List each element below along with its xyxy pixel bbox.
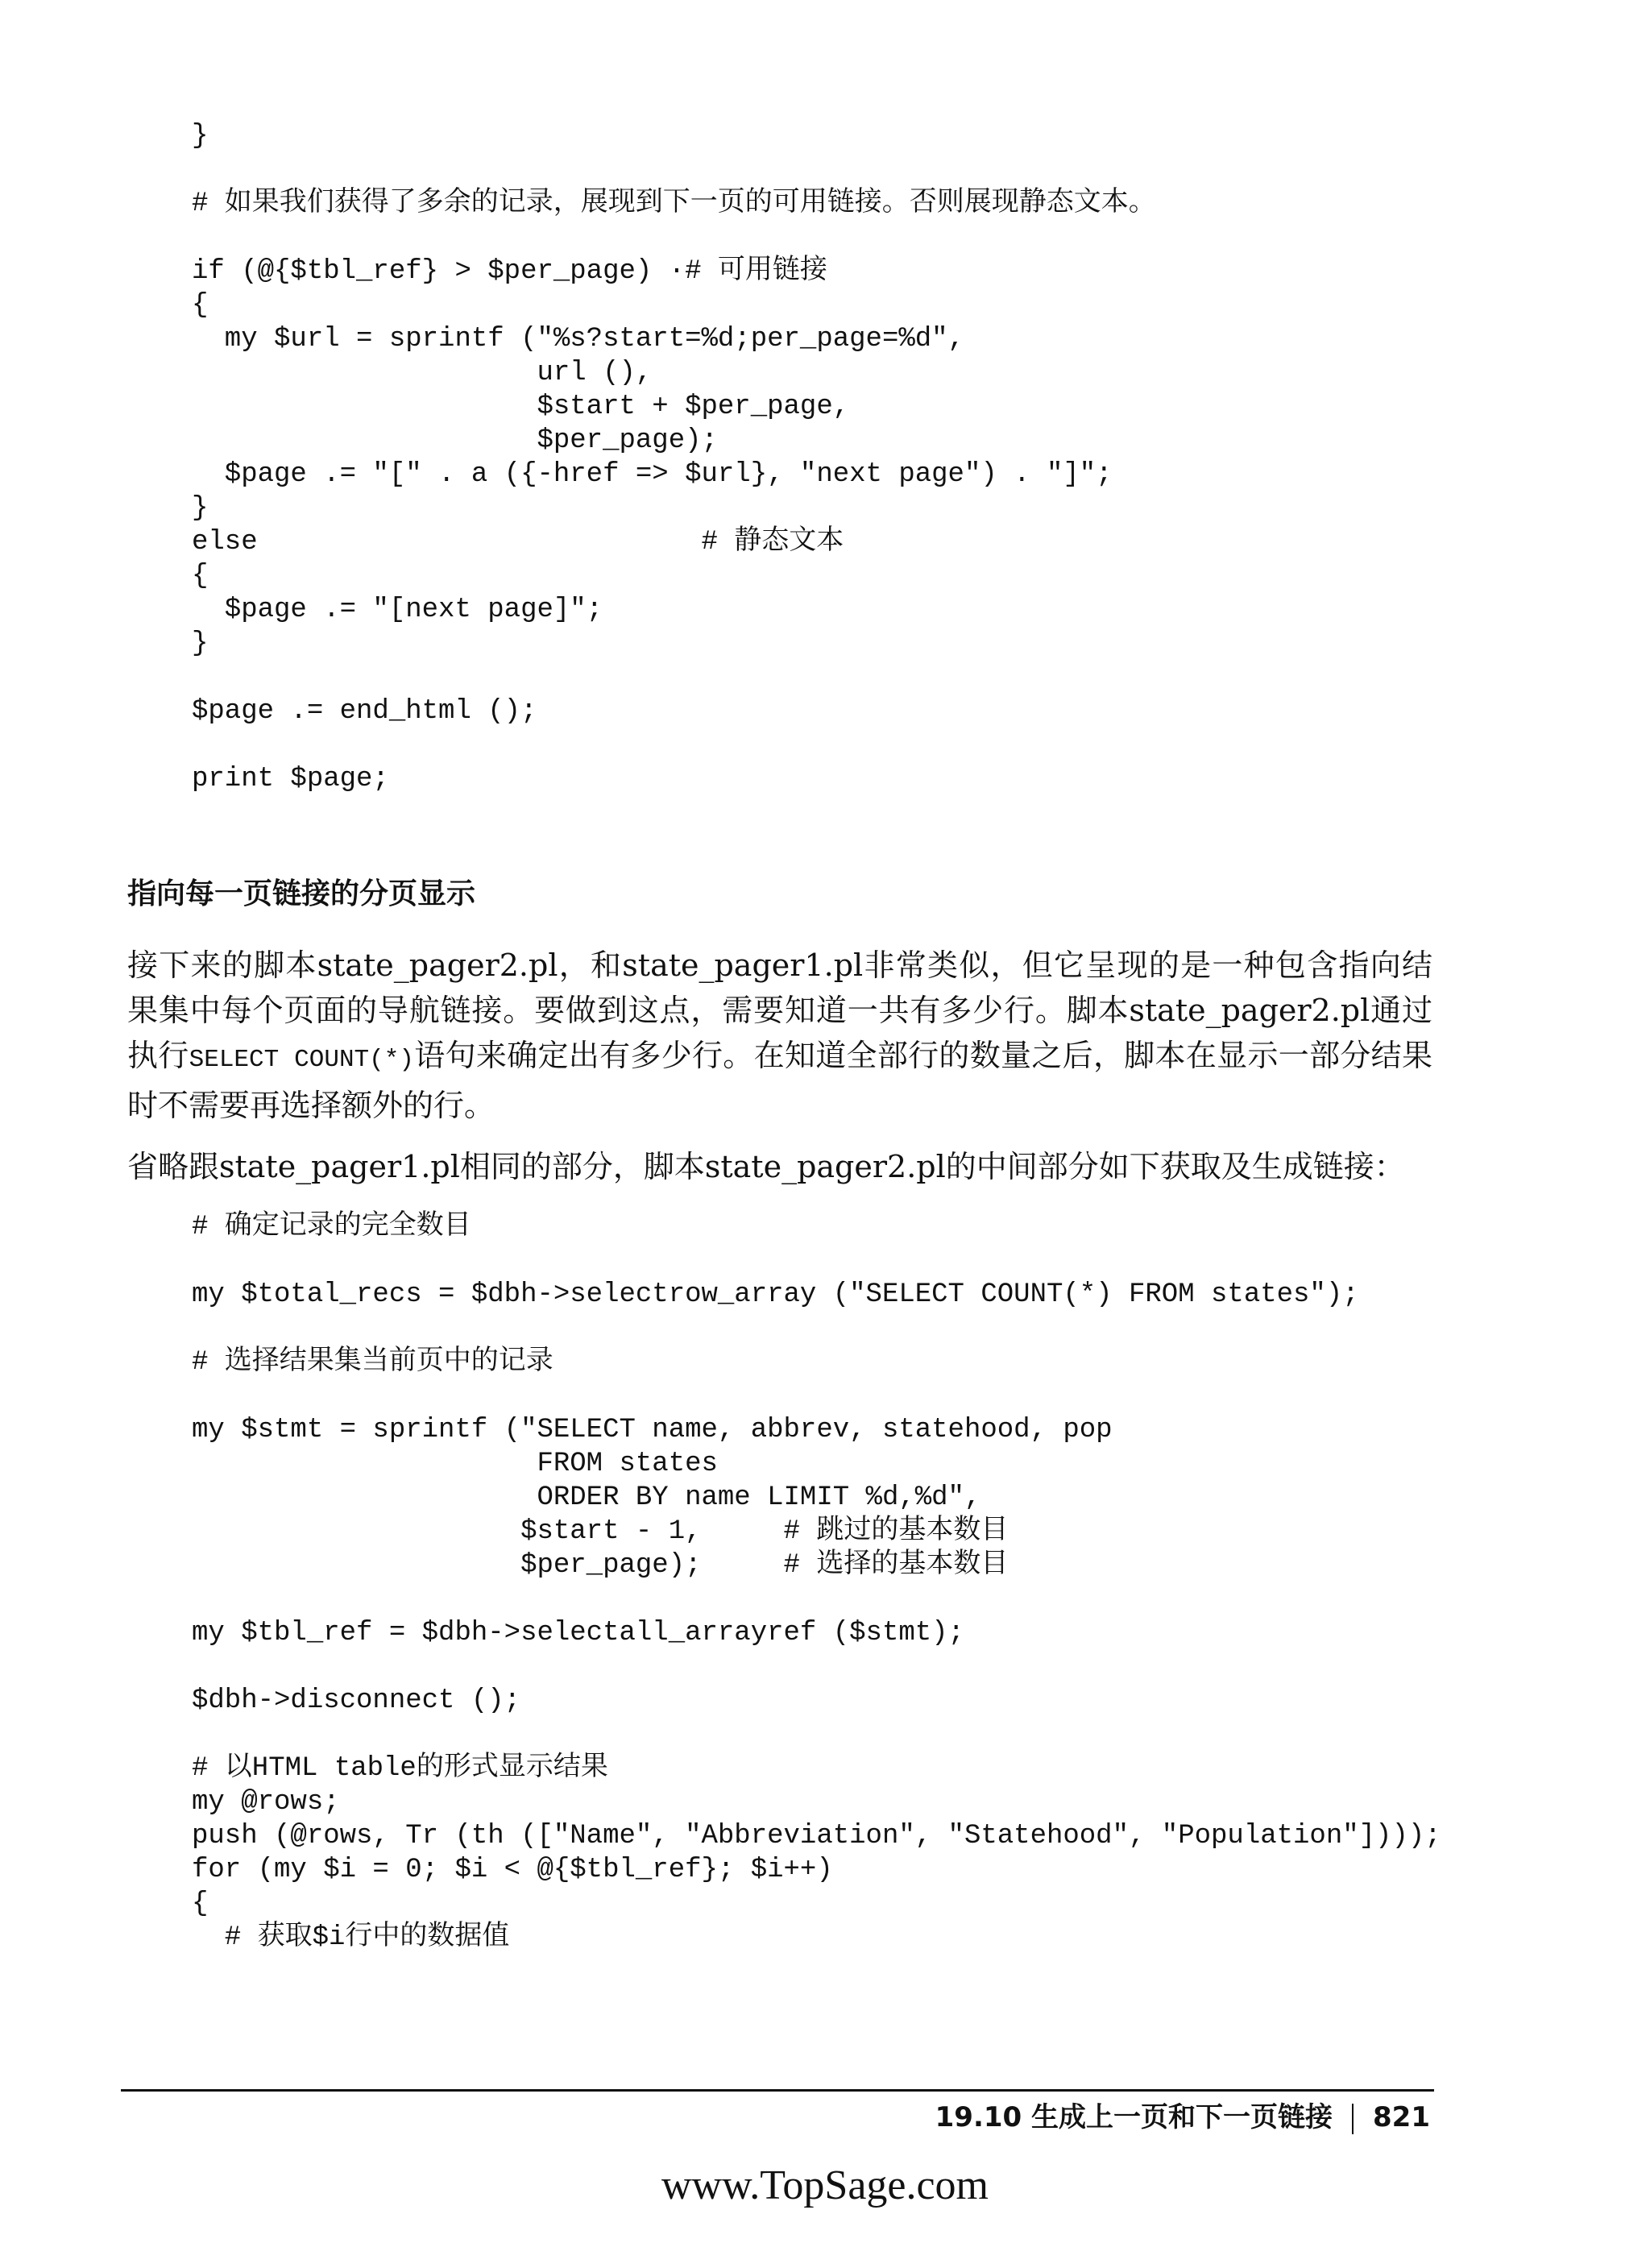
body-paragraph-2: 省略跟state_pager1.pl相同的部分，脚本state_pager2.pl的中间部分如下获取及生成链接： xyxy=(127,1149,1405,1184)
section-heading: 指向每一页链接的分页显示 xyxy=(127,877,476,910)
code-listing-top: } # 如果我们获得了多余的记录，展现到下一页的可用链接。否则展现静态文本。 if (@{$tbl_ref} > $per_page) ·# 可用链接 { my $url = sprintf ("%s?start=%d;per_page=%d", url (), $start + $per_page, $per_page); $page .= "[" . a ({-href => $url}, "next page") . "]"; } else # 静态文本 { $page .= "[next page]"; } $page .= end_html (); print $page; xyxy=(192,121,1156,794)
watermark: www.TopSage.com xyxy=(661,2162,989,2208)
page-number: 821 xyxy=(1373,2101,1430,2133)
body-paragraph-1 xyxy=(127,943,1432,1128)
inline-code: SELECT COUNT(*) xyxy=(189,1046,414,1074)
footer-separator xyxy=(1352,2104,1354,2134)
footer-rule xyxy=(121,2089,1434,2092)
page-footer xyxy=(886,2097,1430,2137)
paragraph-text: 接下来的脚本state_pager2.pl，和state_pager1.pl非常类似，但它呈现的是一种包含指向结果集中每个页面的导航链接。要做到这点，需要知道一共有多少行。脚本state_pager2.pl通过执行 xyxy=(127,947,1432,1073)
footer-section-title: 19.10 生成上一页和下一页链接 xyxy=(935,2101,1333,2133)
paragraph-text: 语句来确定出有多少行。在知道全部行的数量之后，脚本在显示一部分结果时不需要再选择额外的行。 xyxy=(127,1038,1432,1123)
code-listing-bottom: # 确定记录的完全数目 my $total_recs = $dbh->selectrow_array ("SELECT COUNT(*) FROM states"); # 选择结果集当前页中的记录 my $stmt = sprintf ("SELECT name, abbrev, statehood, pop FROM states ORDER BY name LIMIT %d,%d", $start - 1, # 跳过的基本数目 $per_page); # 选择的基本数目 my $tbl_ref = $dbh->selectall_arrayref ($stmt); $dbh->disconnect (); # 以HTML table的形式显示结果 my @rows; push (@rows, Tr (th (["Name", "Abbreviation", "Statehood", "Population"]))); for (my $i = 0; $i < @{$tbl_ref}; $i++) { # 获取$i行中的数据值 xyxy=(192,1212,1441,1953)
